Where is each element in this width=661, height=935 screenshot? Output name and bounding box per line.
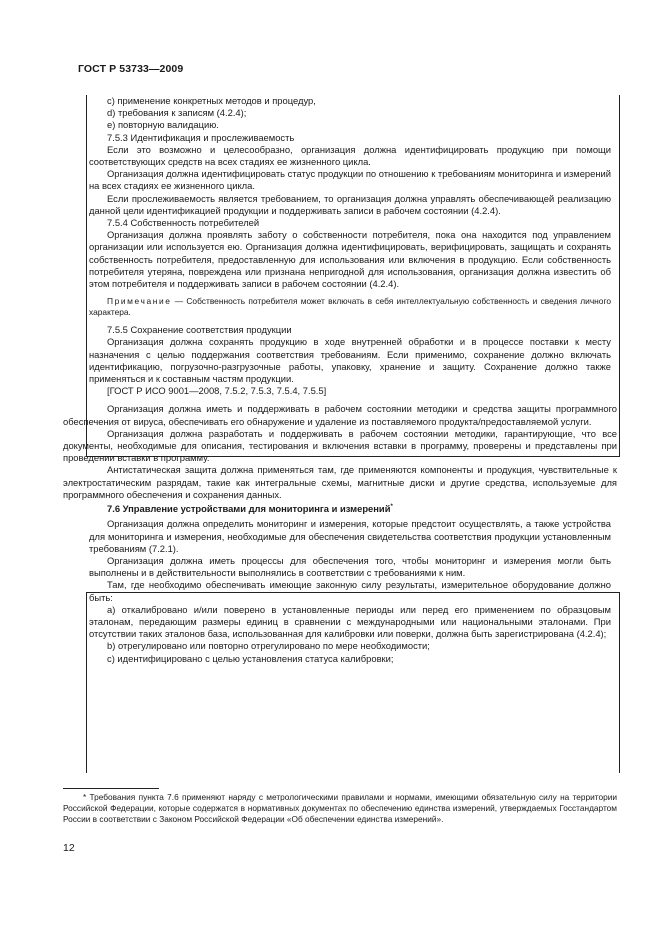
paragraph: Если прослеживаемость является требованием, то организация должна управлять обеспечивающей реализацию данной цели идентификацией продукции и поддерживать записи в рабочем состоянии (4.2.4).	[89, 192, 611, 216]
paragraph: Если это возможно и целесообразно, организация должна идентифицировать продукцию при помощи соответствующих средств на всех стадиях ее жизненного цикла.	[89, 143, 611, 168]
paragraph: Организация должна проявлять заботу о собственности потребителя, пока она находится под управлением организации или используется ею. Организация должна идентифицировать, верифицировать, защищать и сохранять собственность потребителя, предоставленную для использования или включения в продукцию. Если собственность потребителя утеряна, повреждена или признана непригодной для использования, организация должна известить об этом потребителя и поддерживать записи в рабочем состоянии (4.2.4).	[89, 229, 611, 290]
paragraph: Организация должна иметь и поддерживать в рабочем состоянии методики и средства защиты программного обеспечения от вируса, обеспечивать его обнаружение и удаление из поставляемого продукта/предоставляемой услуги.	[63, 403, 617, 427]
note-text: — Собственность потребителя может включать в себя интеллектуальную собственность и сведения личного характера.	[89, 296, 611, 318]
quoted-block-monitoring	[63, 518, 617, 664]
section-heading-text: 7.6 Управление устройствами для мониторинга и измерений	[107, 503, 391, 515]
paragraph: Организация должна разработать и поддерживать в рабочем состоянии методики, гарантирующие, что все документы, необходимые для описания, тестирования и включения вставки в программу, проверены и представлены при проведении вставки в программу.	[63, 427, 617, 464]
list-item: a) откалибровано и/или поверено в установленные периоды или перед его применением по образцовым эталонам, передающим размеры единиц в сравнении с международными или национальными эталонами. При отсутствии таких эталонов база, использованная для калибровки или поверки, должна быть зарегистрирована (4.2.4);	[89, 603, 611, 640]
footnote-marker: *	[390, 504, 393, 511]
note-label: Примечание	[107, 296, 172, 307]
section-heading-7-5-5: 7.5.5 Сохранение соответствия продукции	[107, 324, 292, 336]
page-number: 12	[63, 842, 75, 854]
paragraph: Организация должна определить мониторинг и измерения, которые предстоит осуществлять, а также устройства для мониторинга и измерения, необходимые для обеспечения свидетельства соответствия продукции установленным требованиям (7.2.1).	[89, 518, 611, 554]
paragraph: Там, где необходимо обеспечивать имеющие законную силу результаты, измерительное оборудование должно быть:	[89, 579, 611, 603]
paragraph: Организация должна сохранять продукцию в ходе внутренней обработки и в процессе поставки к месту назначения с целью поддержания соответствия требованиям. Если применимо, сохранение должно включать идентификацию, погрузочно-разгрузочные работы, упаковку, хранение и защиту. Сохранение должно также применяться и к составным частям продукции.	[89, 336, 611, 385]
section-heading-7-6	[63, 501, 617, 515]
footnote-separator	[63, 788, 159, 789]
paragraph: Антистатическая защита должна применяться там, где применяются компоненты и продукция, чувствительные к электростатическим разрядам, такие как интегральные схемы, магнитные диски и другие средства, используемые для программного обеспечения и сохранения данных.	[63, 464, 617, 500]
document-header: ГОСТ Р 53733—2009	[78, 63, 184, 75]
paragraph: Организация должна иметь процессы для обеспечения того, чтобы мониторинг и измерения могли быть выполнены и в действительности выполнялись в соответствии с требованиями к ним.	[89, 555, 611, 579]
quoted-block-iso9001	[63, 95, 617, 397]
list-item: c) применение конкретных методов и процедур,	[107, 95, 316, 106]
section-heading-7-5-3: 7.5.3 Идентификация и прослеживаемость	[107, 131, 295, 143]
footnote-text: * Требования пункта 7.6 применяют наряду с метрологическими правилами и нормами, имеющими обязательную силу на территории Российской Федерации, которые содержатся в нормативных документах по обеспечению единства измерений, утверждаемых Госстандартом России в соответствии с Законом Российской Федерации «Об обеспечении единства измерений».	[63, 792, 617, 824]
document-text	[63, 95, 617, 665]
section-heading-7-5-4: 7.5.4 Собственность потребителей	[107, 217, 260, 229]
list-item: c) идентифицировано с целью установления статуса калибровки;	[107, 652, 394, 664]
list-item: b) отрегулировано или повторно отрегулировано по мере необходимости;	[107, 640, 430, 652]
footnote	[63, 792, 617, 825]
list-item: e) повторную валидацию.	[107, 119, 219, 131]
paragraph: Организация должна идентифицировать статус продукции по отношению к требованиям мониторинга и измерений на всех стадиях ее жизненного цикла.	[89, 168, 611, 192]
source-reference: [ГОСТ Р ИСО 9001—2008, 7.5.2, 7.5.3, 7.5.4, 7.5.5]	[107, 385, 327, 397]
list-item: d) требования к записям (4.2.4);	[107, 107, 247, 119]
note	[89, 296, 611, 318]
